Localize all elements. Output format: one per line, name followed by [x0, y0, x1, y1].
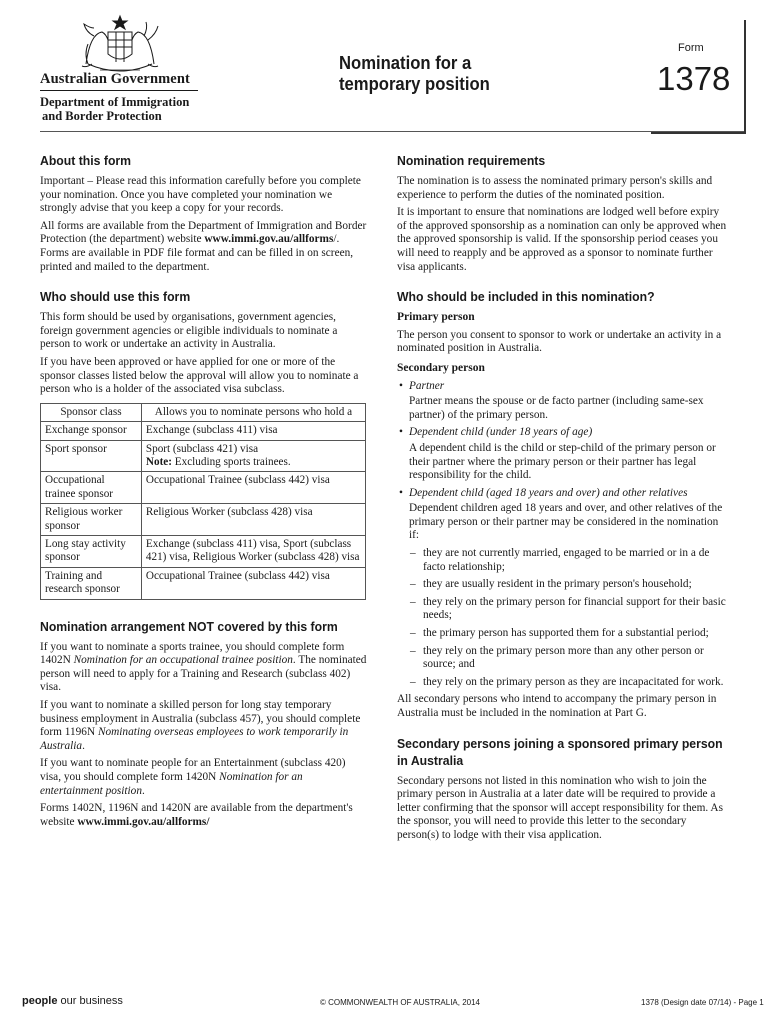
nc-p2-text-end: . — [82, 739, 85, 752]
who-use-paragraph-1: This form should be used by organisations, government agencies, foreign government agencies or eligible individuals to nominate a person to work or undertake an activity in Australia. — [40, 311, 338, 351]
requirements-paragraph-2: It is important to ensure that nominations are lodged well before expiry of the approved sponsorship as a nomination can only be approved when the approved sponsorship is valid. If the sponsorship period ceases you will need to reapply and be approved as a sponsor to nominate further visa applicants. — [397, 206, 727, 273]
not-covered-paragraph-4 — [40, 802, 368, 829]
table-cell-class: Religious worker sponsor — [41, 504, 142, 536]
header-rule — [40, 131, 744, 132]
table-row — [41, 535, 366, 567]
table-header-sponsor-class: Sponsor class — [41, 403, 142, 421]
table-row — [41, 472, 366, 504]
condition-item: – they rely on the primary person as they are incapacitated for work. — [397, 676, 727, 690]
table-cell-visa: Occupational Trainee (subclass 442) visa — [141, 567, 365, 599]
who-use-heading: Who should use this form — [40, 289, 191, 305]
bullet-child-under-18-title: Dependent child (under 18 years of age) — [409, 426, 593, 439]
table-row — [41, 440, 366, 472]
table-cell-class: Exchange sponsor — [41, 422, 142, 440]
condition-item: – they rely on the primary person more than any other person or source; and — [397, 645, 727, 672]
footer-copyright: © COMMONWEALTH OF AUSTRALIA, 2014 — [320, 998, 480, 1007]
not-covered-paragraph-3 — [40, 757, 368, 798]
joining-section — [397, 735, 727, 843]
included-heading: Who should be included in this nomination? — [397, 289, 655, 305]
partner-text: Partner means the spouse or de facto partner (including same-sex partner) of the primary person. — [409, 395, 704, 421]
bullet-child-over-18-title: Dependent child (aged 18 years and over) and other relatives — [409, 486, 688, 499]
header-divider — [40, 90, 198, 91]
footer-page-info: 1378 (Design date 07/14) - Page 1 — [641, 998, 764, 1007]
joining-heading: Secondary persons joining a sponsored primary person in Australia — [397, 735, 723, 768]
allforms-link[interactable]: www.immi.gov.au/allforms — [204, 233, 334, 246]
allforms-link-2[interactable]: www.immi.gov.au/allforms/ — [77, 815, 210, 828]
nc-p4-text: Forms 1402N, 1196N and 1420N are available from the department's website — [40, 802, 353, 828]
about-paragraph-2 — [40, 220, 368, 274]
table-row — [41, 567, 366, 599]
table-cell-class: Occupational trainee sponsor — [41, 472, 142, 504]
dependent-child-18-and-over-text: Dependent children aged 18 years and over, and other relatives of the primary person or their partner may be considered in the nomination if: — [409, 502, 723, 542]
about-heading: About this form — [40, 153, 132, 168]
bullet-dependent-child-under-18 — [397, 426, 727, 440]
about-p2-text: All forms are available from the Department of Immigration and Border Protection (the department) website — [40, 219, 367, 246]
not-covered-paragraph-1 — [40, 641, 368, 695]
primary-person-heading: Primary person — [397, 311, 475, 324]
department-line-2: and Border Protection — [42, 109, 162, 123]
nc-p3-text-end: . — [141, 784, 145, 797]
table-row — [41, 422, 366, 440]
table-cell-class: Training and research sponsor — [41, 567, 142, 599]
table-header-allows: Allows you to nominate persons who hold a — [141, 403, 365, 421]
condition-item: – they are not currently married, engaged to be married or in a de facto relationship; — [397, 547, 727, 574]
not-covered-heading: Nomination arrangement NOT covered by this form — [40, 618, 338, 634]
title-line-2: temporary position — [339, 73, 490, 94]
form-label: Form — [678, 42, 704, 54]
requirements-heading: Nomination requirements — [397, 153, 546, 168]
document-title — [339, 52, 519, 94]
table-cell-class: Long stay activity sponsor — [41, 535, 142, 567]
visa-text: Sport (subclass 421) visa — [145, 442, 259, 455]
not-covered-paragraph-2 — [40, 699, 368, 753]
joining-paragraph: Secondary persons not listed in this nomination who wish to join the primary person in Australia at a later date will be required to provide a letter confirming that the sponsor will accept responsibility for them. As the sponsor, you will need to provide this letter to the secondary person(s) to lodge with their visa application. — [397, 774, 723, 841]
table-cell-class: Sport sponsor — [41, 440, 142, 472]
coat-of-arms-logo — [78, 14, 162, 76]
footer-brand — [22, 995, 123, 1007]
left-column — [40, 152, 368, 843]
who-use-paragraph-2: If you have been approved or have applied for one or more of the sponsor classes listed below the approval will allow you to nominate a person who is a holder of the associated visa subclass. — [40, 355, 359, 396]
condition-item: – they rely on the primary person for financial support for their basic needs; — [397, 596, 727, 623]
requirements-paragraph-1: The nomination is to assess the nominated primary person's skills and experience to perform the duties of the nominated position. — [397, 175, 713, 201]
condition-item: – the primary person has supported them for a substantial period; — [397, 627, 727, 641]
form-number: 1378 — [657, 60, 731, 97]
table-cell-visa: Occupational Trainee (subclass 442) visa — [141, 472, 365, 504]
form-1402n-title: Nomination for an occupational trainee position — [73, 654, 293, 667]
secondary-person-heading: Secondary person — [397, 361, 485, 374]
title-line-1: Nomination for a — [339, 52, 472, 73]
sponsor-class-table — [40, 403, 366, 600]
nc-p3-text: If you want to nominate people for an Entertainment (subclass 420) visa, you should complete form 1420N — [40, 757, 346, 783]
footer-brand-bold: people — [22, 995, 58, 1007]
right-column — [397, 152, 727, 857]
requirements-section — [397, 152, 727, 274]
department-name — [40, 95, 189, 123]
bullet-partner — [397, 380, 727, 394]
form-number-box — [651, 20, 746, 134]
table-cell-visa: Exchange (subclass 411) visa, Sport (subclass 421) visa, Religious Worker (subclass 428) visa — [141, 535, 365, 567]
about-p2-text-end: /. Forms are available in PDF file format and can be filled in on screen, printed and mailed to the department. — [40, 233, 354, 273]
department-line-1: Department of Immigration — [40, 95, 190, 109]
table-cell-visa: Religious Worker (subclass 428) visa — [141, 504, 365, 536]
nc-p1-text-end: . The nominated person will need to apply for a Training and Research (subclass 402) visa. — [40, 654, 367, 694]
nc-p2-text: If you want to nominate a skilled person for long stay temporary business employment in Australia (subclass 457), you should complete form 1196N — [40, 698, 361, 739]
table-row — [41, 504, 366, 536]
nc-p1-text: If you want to nominate a sports trainee, you should complete form 1402N — [40, 640, 345, 667]
government-name: Australian Government — [40, 71, 190, 87]
all-secondary-text: All secondary persons who intend to accompany the primary person in Australia must be included in the nomination at Part G. — [397, 693, 717, 719]
condition-item: – they are usually resident in the primary person's household; — [397, 578, 727, 592]
bullet-dependent-child-18-and-over — [397, 487, 727, 501]
form-1196n-title: Nominating overseas employees to work temporarily in Australia — [40, 726, 349, 752]
bullet-partner-title: Partner — [409, 379, 445, 392]
note-label: Note: — [145, 455, 172, 468]
not-covered-section — [40, 618, 368, 830]
about-paragraph-1: Important – Please read this information carefully before you complete your nomination. Once you have completed your nomination we strongly advise that you keep a copy for your records. — [40, 175, 361, 215]
dependent-child-under-18-text: A dependent child is the child or step-child of the primary person or their partner where the primary person or their partner has legal responsibility for the child. — [409, 441, 716, 482]
table-cell-visa — [141, 440, 365, 472]
table-header-row — [41, 403, 366, 421]
form-1420n-title: Nomination for an entertainment position — [40, 770, 303, 797]
included-section — [397, 288, 727, 720]
primary-person-text: The person you consent to sponsor to work or undertake an activity in a nominated position in Australia. — [397, 328, 722, 355]
table-cell-visa: Exchange (subclass 411) visa — [141, 422, 365, 440]
about-section — [40, 152, 368, 274]
who-use-section — [40, 288, 368, 599]
note-text: Excluding sports trainees. — [171, 455, 291, 468]
footer-brand-rest: our business — [57, 995, 123, 1007]
